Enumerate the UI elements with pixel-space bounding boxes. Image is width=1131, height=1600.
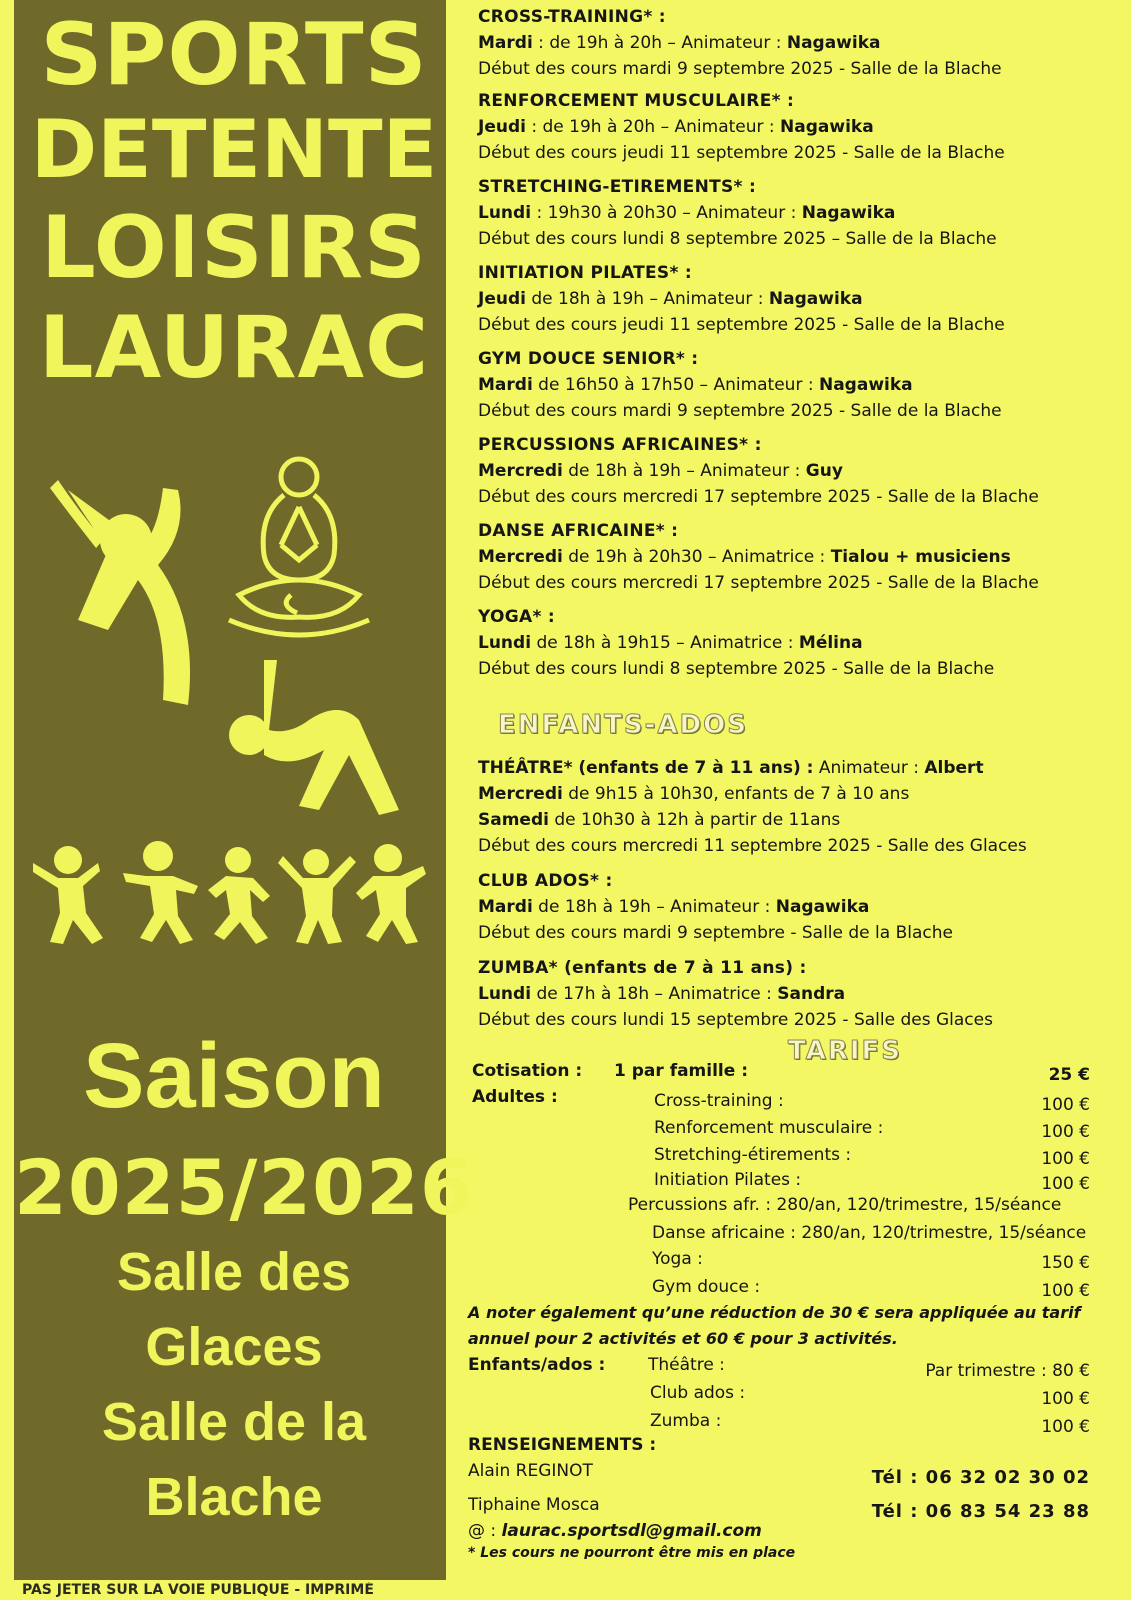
activity-schedule: : 19h30 à 20h30 – Animateur : [531,203,802,223]
theatre-coach-label: Animateur : [813,758,925,778]
activity-schedule: de 19h à 20h30 – Animatrice : [562,547,831,567]
email-prefix: @ : [468,1521,497,1541]
activity-coach: Nagawika [818,375,913,395]
activity-day: Mardi [478,33,533,53]
activity-title: PERCUSSIONS AFRICAINES* : [478,435,762,455]
jumping-figure-icon [48,470,223,730]
activity-coach: Tialou + musiciens [830,547,1011,567]
activity-schedule: : de 19h à 20h – Animateur : [532,33,787,53]
left-panel [14,0,474,1580]
zumba-coach: Sandra [777,984,846,1004]
activity-title: GYM DOUCE SENIOR* : [478,349,699,369]
activity-start: Début des cours mercredi 17 septembre 2025 - Salle de la Blache [478,487,1039,507]
activity-coach: Mélina [798,633,863,653]
club-tarif-price: 100 € [1041,1389,1090,1409]
footnote: * Les cours ne pourront être mis en place [468,1545,796,1559]
adult-item-price: 100 € [1041,1149,1090,1169]
bottom-print-note: PAS JETER SUR LA VOIE PUBLIQUE - IMPRIMÉ [22,1582,374,1598]
theatre-title: THÉÂTRE* (enfants de 7 à 11 ans) : [478,758,814,778]
contact-person-1: Alain REGINOT [468,1461,593,1481]
activity-start: Début des cours jeudi 11 septembre 2025 - Salle de la Blache [478,143,1005,163]
adult-item-label: Initiation Pilates : [654,1170,802,1190]
activity-day: Jeudi [478,289,526,309]
title-line-3: LOISIRS [41,198,427,298]
club-coach: Nagawika [775,897,870,917]
title-line-1: SPORTS [40,5,428,105]
adults-label: Adultes : [472,1087,558,1107]
activity-block [478,260,1118,338]
club-schedule: de 18h à 19h – Animateur : [532,897,776,917]
activity-start: Début des cours jeudi 11 septembre 2025 - Salle de la Blache [478,315,1005,335]
activity-title: YOGA* : [478,607,555,627]
title-line-4: LAURAC [38,298,430,398]
zumba-start: Début des cours lundi 15 septembre 2025 - Salle des Glaces [478,1010,993,1030]
venue-line-4: Blache [145,1467,323,1527]
title-line-2: DETENTE [30,103,438,196]
season-years: 2025/2026 [14,1143,474,1232]
contact-title: RENSEIGNEMENTS : [468,1435,657,1455]
contact-email[interactable]: laurac.sportsdl@gmail.com [501,1521,762,1541]
activity-block [478,432,1118,510]
activity-day: Mercredi [478,461,563,481]
activity-coach: Guy [805,461,843,481]
activity-start: Début des cours lundi 8 septembre 2025 - Salle de la Blache [478,659,995,679]
activity-block [478,518,1118,596]
percussions-tarif: Percussions afr. : 280/an, 120/trimestre, 15/séance [628,1195,1062,1215]
contact-phone-1: Tél : 06 32 02 30 02 [871,1467,1090,1488]
adult-item-price: 100 € [1041,1095,1090,1115]
activity-title: INITIATION PILATES* : [478,263,692,283]
club-title: CLUB ADOS* : [478,871,613,891]
zumba-block [478,955,1118,1033]
cotisation-price: 25 € [1048,1065,1090,1085]
club-block [478,868,1118,946]
activity-block [478,174,1118,252]
activity-start: Début des cours mardi 9 septembre 2025 - Salle de la Blache [478,59,1002,79]
theatre-start: Début des cours mercredi 11 septembre 2025 - Salle des Glaces [478,836,1027,856]
discount-note-2: annuel pour 2 activités et 60 € pour 3 activités. [468,1329,898,1348]
contact-phone-2: Tél : 06 83 54 23 88 [871,1501,1090,1522]
activity-day: Mercredi [478,547,563,567]
zumba-day: Lundi [478,984,532,1004]
activity-coach: Nagawika [780,117,874,137]
theatre-tarif-label: Théâtre : [648,1355,725,1375]
kids-label: Enfants/ados : [468,1355,606,1375]
activity-block [478,4,1118,82]
theatre-block [478,755,1118,859]
season-title: Saison [83,1025,385,1127]
theatre-day-2: Samedi [478,810,549,830]
activity-block [478,346,1118,424]
activity-start: Début des cours mardi 9 septembre 2025 - Salle de la Blache [478,401,1002,421]
tarifs-title: TARIFS [788,1036,903,1066]
zumba-title: ZUMBA* (enfants de 7 à 11 ans) : [478,958,807,978]
zumba-schedule: de 17h à 18h – Animatrice : [531,984,778,1004]
activity-coach: Nagawika [786,33,881,53]
adult-item-label: Stretching-étirements : [654,1145,852,1165]
activity-title: DANSE AFRICAINE* : [478,521,679,541]
adult-item-price: 100 € [1041,1174,1090,1194]
zumba-tarif-price: 100 € [1041,1417,1090,1437]
cotisation-label: Cotisation : [472,1061,583,1081]
activity-day: Mardi [478,375,533,395]
activity-day: Jeudi [478,117,526,137]
activity-title: RENFORCEMENT MUSCULAIRE* : [478,91,795,111]
activity-schedule: de 18h à 19h – Animateur : [562,461,806,481]
activity-coach: Nagawika [768,289,863,309]
gym-label: Gym douce : [652,1277,761,1297]
activity-start: Début des cours lundi 8 septembre 2025 – Salle de la Blache [478,229,997,249]
activity-schedule: de 18h à 19h – Animateur : [525,289,769,309]
theatre-day-1: Mercredi [478,784,563,804]
activity-day: Lundi [478,203,532,223]
venue-line-1: Salle des [116,1242,352,1302]
activity-day: Lundi [478,633,532,653]
adult-item-label: Cross-training : [654,1091,784,1111]
activity-title: STRETCHING-ETIREMENTS* : [478,177,757,197]
activity-schedule: de 16h50 à 17h50 – Animateur : [532,375,819,395]
adult-item-price: 100 € [1041,1122,1090,1142]
danse-tarif: Danse africaine : 280/an, 120/trimestre, 15/séance [652,1223,1087,1243]
theatre-coach: Albert [924,758,984,778]
zumba-tarif-label: Zumba : [650,1411,722,1431]
activity-block [478,604,1118,682]
adult-item-label: Renforcement musculaire : [654,1118,884,1138]
gym-price: 100 € [1041,1281,1090,1301]
yoga-label: Yoga : [652,1249,703,1269]
stretching-figure-icon [209,660,409,830]
kids-section-title: ENFANTS-ADOS [498,710,748,740]
venue-line-3: Salle de la [101,1392,367,1452]
venue-line-2: Glaces [145,1317,323,1377]
activity-title: CROSS-TRAINING* : [478,7,666,27]
theatre-schedule-1: de 9h15 à 10h30, enfants de 7 à 10 ans [562,784,910,804]
activity-schedule: : de 19h à 20h – Animateur : [525,117,781,137]
contact-person-2: Tiphaine Mosca [468,1495,600,1515]
club-tarif-label: Club ados : [650,1383,746,1403]
activity-block [478,88,1118,166]
yoga-price: 150 € [1041,1253,1090,1273]
activity-start: Début des cours mercredi 17 septembre 2025 - Salle de la Blache [478,573,1039,593]
meditation-figure-icon [219,445,379,645]
children-dancing-icon [28,838,428,948]
activity-schedule: de 18h à 19h15 – Animatrice : [531,633,799,653]
cotisation-text: 1 par famille : [614,1061,748,1081]
club-start: Début des cours mardi 9 septembre - Salle de la Blache [478,923,953,943]
theatre-tarif-price: Par trimestre : 80 € [925,1361,1090,1381]
activity-coach: Nagawika [801,203,896,223]
club-day: Mardi [478,897,533,917]
discount-note-1: A noter également qu’une réduction de 30 € sera appliquée au tarif [468,1303,1081,1322]
theatre-schedule-2: de 10h30 à 12h à partir de 11ans [548,810,841,830]
